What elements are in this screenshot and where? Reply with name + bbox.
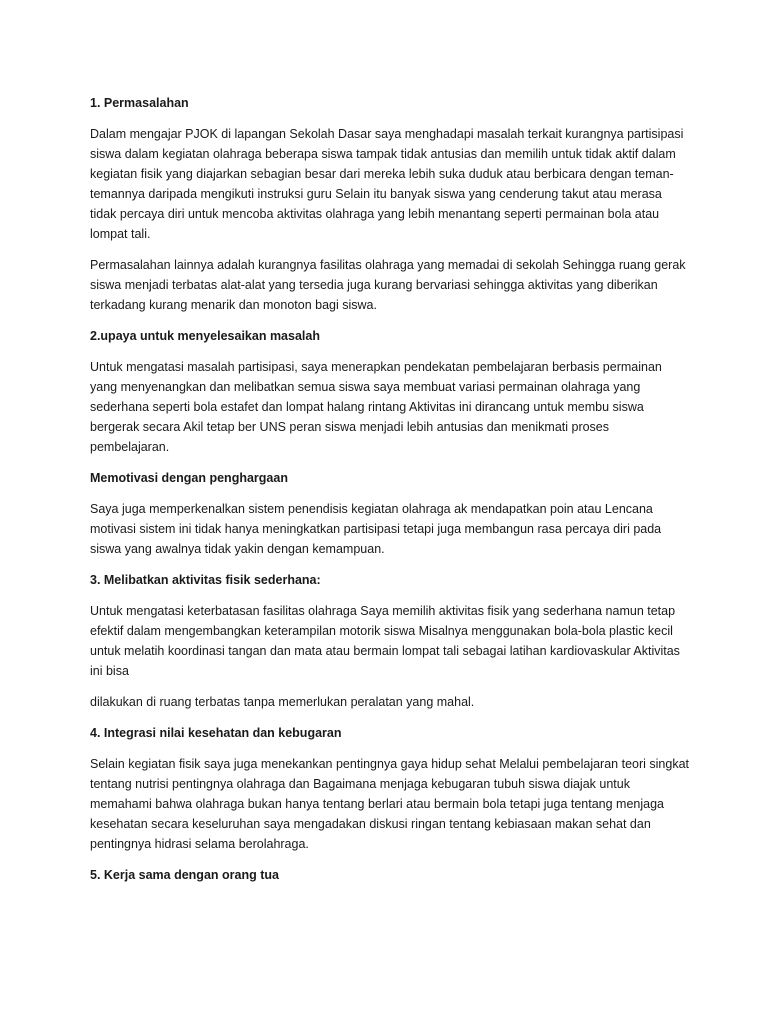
section-heading-permasalahan: 1. Permasalahan [90, 96, 189, 110]
section-heading-integrasi-kesehatan: 4. Integrasi nilai kesehatan dan kebugaran [90, 726, 342, 740]
section-heading-kerja-sama: 5. Kerja sama dengan orang tua [90, 868, 279, 882]
paragraph-ruang-terbatas: dilakukan di ruang terbatas tanpa memerlukan peralatan yang mahal. [90, 695, 475, 709]
section-heading-aktivitas-fisik: 3. Melibatkan aktivitas fisik sederhana: [90, 573, 321, 587]
document-page [90, 93, 690, 896]
section-heading-motivasi: Memotivasi dengan penghargaan [90, 471, 288, 485]
paragraph-masalah-fasilitas: Permasalahan lainnya adalah kurangnya fasilitas olahraga yang memadai di sekolah Sehingga ruang gerak siswa menjadi terbatas alat-alat yang tersedia juga kurang bervariasi sehingga aktivitas yang diberikan terkadang kurang menarik dan monoton bagi siswa. [90, 258, 686, 312]
paragraph-gaya-hidup-sehat: Selain kegiatan fisik saya juga menekankan pentingnya gaya hidup sehat Melalui pembelajaran teori singkat tentang nutrisi pentingnya olahraga dan Bagaimana menjaga kebugaran tubuh siswa diajak untuk memahami bahwa olahraga bukan hanya tentang berlari atau bermain bola tetapi juga tentang menjaga kesehatan secara keseluruhan saya mengadakan diskusi ringan tentang kebiasaan makan sehat dan pentingnya hidrasi selama berolahraga. [90, 757, 689, 851]
paragraph-aktivitas-sederhana: Untuk mengatasi keterbatasan fasilitas olahraga Saya memilih aktivitas fisik yang sederhana namun tetap efektif dalam mengembangkan keterampilan motorik siswa Misalnya menggunakan bola-bola plastic kecil untuk melatih koordinasi tangan dan mata atau bermain lompat tali sebagai latihan kardiovaskular Aktivitas ini bisa [90, 604, 680, 678]
paragraph-pendekatan-permainan: Untuk mengatasi masalah partisipasi, saya menerapkan pendekatan pembelajaran berbasis permainan yang menyenangkan dan melibatkan semua siswa saya membuat variasi permainan olahraga yang sederhana seperti bola estafet dan lompat halang rintang Aktivitas ini dirancang untuk membu siswa bergerak secara Akil tetap ber UNS peran siswa menjadi lebih antusias dan menikmati proses pembelajaran. [90, 360, 662, 454]
paragraph-masalah-partisipasi: Dalam mengajar PJOK di lapangan Sekolah Dasar saya menghadapi masalah terkait kurangnya partisipasi siswa dalam kegiatan olahraga beberapa siswa tampak tidak antusias dan memilih untuk tidak aktif dalam kegiatan fisik yang diajarkan sebagian besar dari mereka lebih suka duduk atau berbicara dengan teman-temannya daripada mengikuti instruksi guru Selain itu banyak siswa yang cenderung takut atau merasa tidak percaya diri untuk mencoba aktivitas olahraga yang lebih menantang seperti permainan bola atau lompat tali. [90, 127, 684, 241]
section-heading-upaya: 2.upaya untuk menyelesaikan masalah [90, 329, 320, 343]
paragraph-sistem-penghargaan: Saya juga memperkenalkan sistem penendisis kegiatan olahraga ak mendapatkan poin atau Lencana motivasi sistem ini tidak hanya meningkatkan partisipasi tetapi juga membangun rasa percaya diri pada siswa yang awalnya tidak yakin dengan kemampuan. [90, 502, 662, 556]
